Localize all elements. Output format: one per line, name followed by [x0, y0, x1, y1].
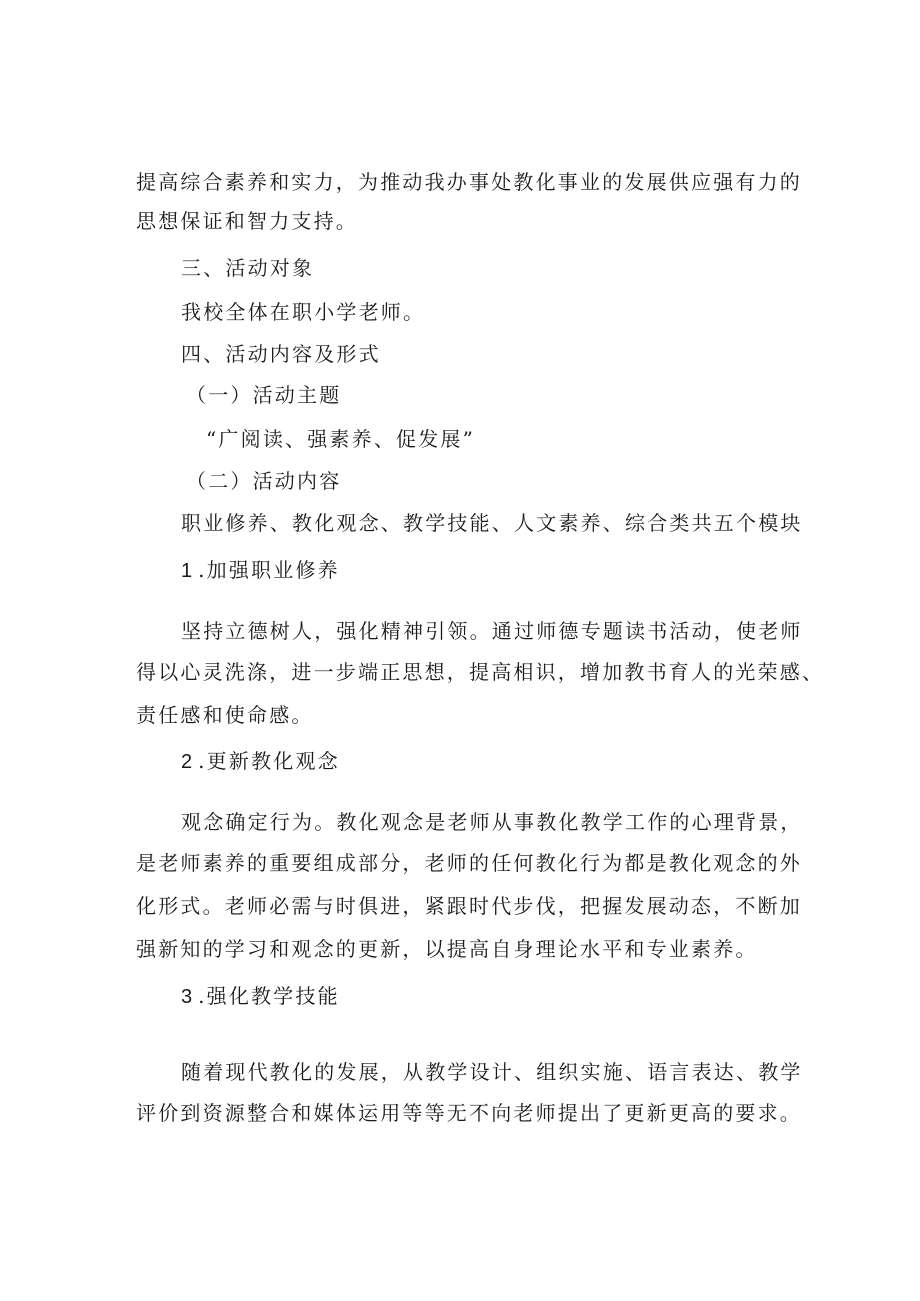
item-2-line-3: 化形式。老师必需与时俱进，紧跟时代步伐，把握发展动态，不断加: [136, 894, 802, 918]
item-3-title: .强化教学技能: [198, 984, 340, 1008]
item-1-title: .加强职业修养: [198, 558, 340, 582]
item-1-line-1: 坚持立德树人，强化精神引领。通过师德专题读书活动，使老师: [181, 619, 803, 643]
section-3-heading: 三、活动对象: [181, 256, 315, 280]
section-4-heading: 四、活动内容及形式: [181, 342, 381, 366]
theme-text: “广阅读、强素养、促发展”: [206, 427, 476, 451]
intro-line-1: 提高综合素养和实力，为推动我办事处教化事业的发展供应强有力的: [136, 170, 802, 194]
item-3-number: 3: [181, 986, 193, 1008]
content-heading: （二）活动内容: [186, 469, 342, 493]
item-2-line-2: 是老师素养的重要组成部分，老师的任何教化行为都是教化观念的外: [136, 851, 802, 875]
item-1-line-3: 责任感和使命感。: [136, 703, 314, 727]
intro-line-2: 思想保证和智力支持。: [136, 209, 358, 233]
item-3-line-1: 随着现代教化的发展，从教学设计、组织实施、语言表达、教学: [181, 1060, 803, 1084]
item-2-heading: [181, 749, 340, 774]
modules-text: 职业修养、教化观念、教学技能、人文素养、综合类共五个模块: [181, 511, 803, 535]
item-2-line-1: 观念确定行为。教化观念是老师从事教化教学工作的心理背景，: [181, 810, 803, 834]
section-3-body: 我校全体在职小学老师。: [181, 300, 426, 324]
theme-heading: （一）活动主题: [186, 383, 342, 407]
item-2-title: .更新教化观念: [198, 749, 340, 773]
item-3-heading: [181, 984, 340, 1009]
item-1-line-2: 得以心灵洗涤，进一步端正思想，提高相识，增加教书育人的光荣感、: [136, 660, 825, 684]
item-1-heading: [181, 558, 340, 583]
item-2-number: 2: [181, 751, 193, 773]
item-2-line-4: 强新知的学习和观念的更新，以提高自身理论水平和专业素养。: [136, 937, 758, 961]
item-3-line-2: 评价到资源整合和媒体运用等等无不向老师提出了更新更高的要求。: [136, 1101, 802, 1125]
item-1-number: 1: [181, 560, 193, 582]
